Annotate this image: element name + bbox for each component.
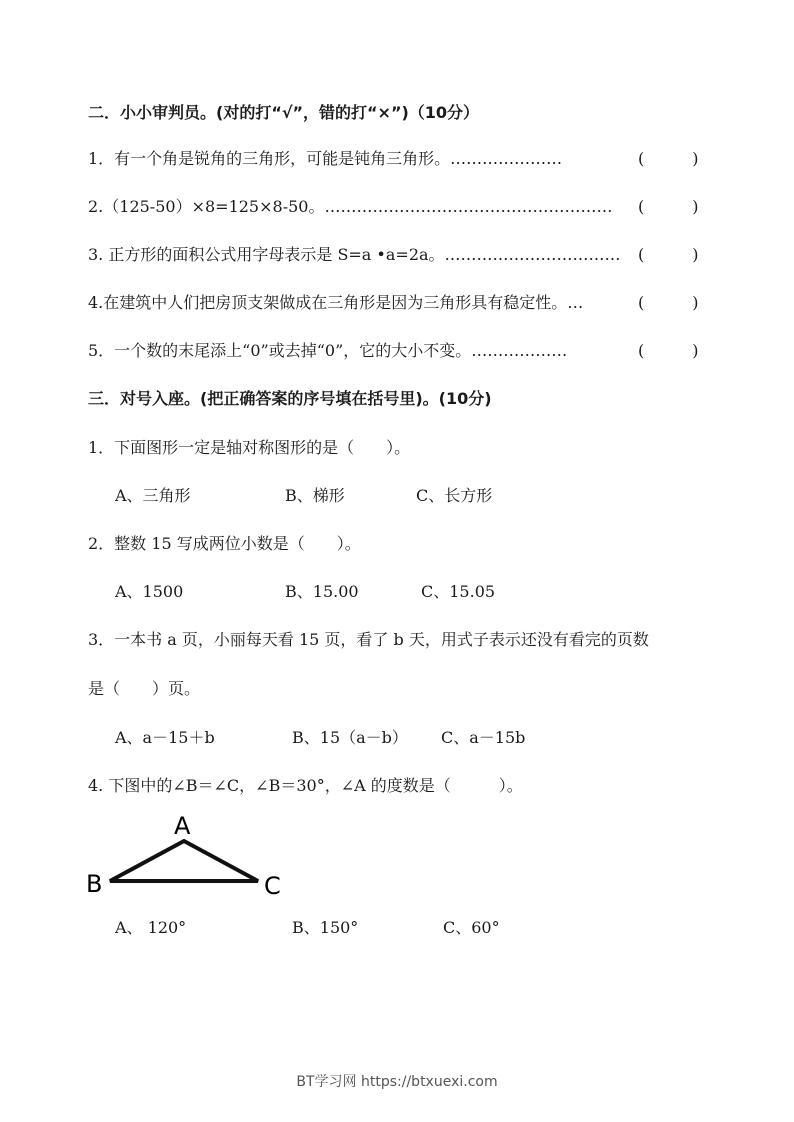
tf-item-1-answer-blank[interactable]: ( ) — [638, 149, 699, 168]
section-3-heading: 三．对号入座。(把正确答案的序号填在括号里)。(10分) — [88, 389, 492, 408]
tf-item-2-answer-blank[interactable]: ( ) — [638, 197, 699, 216]
tf-item-2-text: 2.（125-50）×8=125×8-50。……………………………………………… — [88, 197, 613, 216]
mc-question-1-text: 1．下面图形一定是轴对称图形的是（ ）。 — [88, 438, 411, 457]
vertex-label-b: B — [86, 870, 103, 898]
tf-item-5-answer-blank[interactable]: ( ) — [638, 341, 699, 360]
tf-item-4-answer-blank[interactable]: ( ) — [638, 293, 699, 312]
footer-watermark[interactable]: BT学习网 https://btxuexi.com — [296, 1074, 498, 1090]
mc-question-3-option-a: A、a－15＋b — [115, 728, 215, 747]
mc-question-2-option-a: A、1500 — [115, 582, 184, 601]
mc-question-2-option-c: C、15.05 — [421, 582, 496, 601]
mc-question-3-text: 3．一本书 a 页，小丽每天看 15 页，看了 b 天，用式子表示还没有看完的页数 — [88, 630, 649, 649]
tf-item-3-answer-blank[interactable]: ( ) — [638, 245, 699, 264]
mc-question-3-option-b: B、15（a－b） — [292, 728, 408, 747]
mc-question-4-option-a: A、 120° — [115, 918, 187, 937]
mc-question-4-option-c: C、60° — [443, 918, 500, 937]
mc-question-4-option-b: B、150° — [292, 918, 359, 937]
mc-question-1-option-a: A、三角形 — [115, 486, 191, 505]
mc-question-2-option-b: B、15.00 — [285, 582, 359, 601]
mc-question-3-option-c: C、a－15b — [441, 728, 526, 747]
tf-item-5-text: 5．一个数的末尾添上“0”或去掉“0”，它的大小不变。……………… — [88, 341, 568, 360]
triangle-figure — [80, 808, 300, 900]
vertex-label-c: C — [264, 872, 281, 900]
triangle-shape — [110, 841, 258, 881]
tf-item-1-text: 1．有一个角是锐角的三角形，可能是钝角三角形。………………… — [88, 149, 563, 168]
vertex-label-a: A — [174, 812, 191, 840]
tf-item-3-text: 3. 正方形的面积公式用字母表示是 S=a •a=2a。…………………………… — [88, 245, 621, 264]
mc-question-4-text: 4. 下图中的∠B＝∠C，∠B＝30°，∠A 的度数是（ ）。 — [88, 776, 523, 795]
mc-question-3-text-continued: 是（ ）页。 — [88, 679, 201, 698]
mc-question-1-option-b: B、梯形 — [285, 486, 345, 505]
section-2-heading: 二．小小审判员。(对的打“√”，错的打“×”)（10分） — [88, 103, 480, 122]
mc-question-1-option-c: C、长方形 — [416, 486, 493, 505]
tf-item-4-text: 4.在建筑中人们把房顶支架做成在三角形是因为三角形具有稳定性。… — [88, 293, 584, 312]
mc-question-2-text: 2．整数 15 写成两位小数是（ ）。 — [88, 534, 361, 553]
